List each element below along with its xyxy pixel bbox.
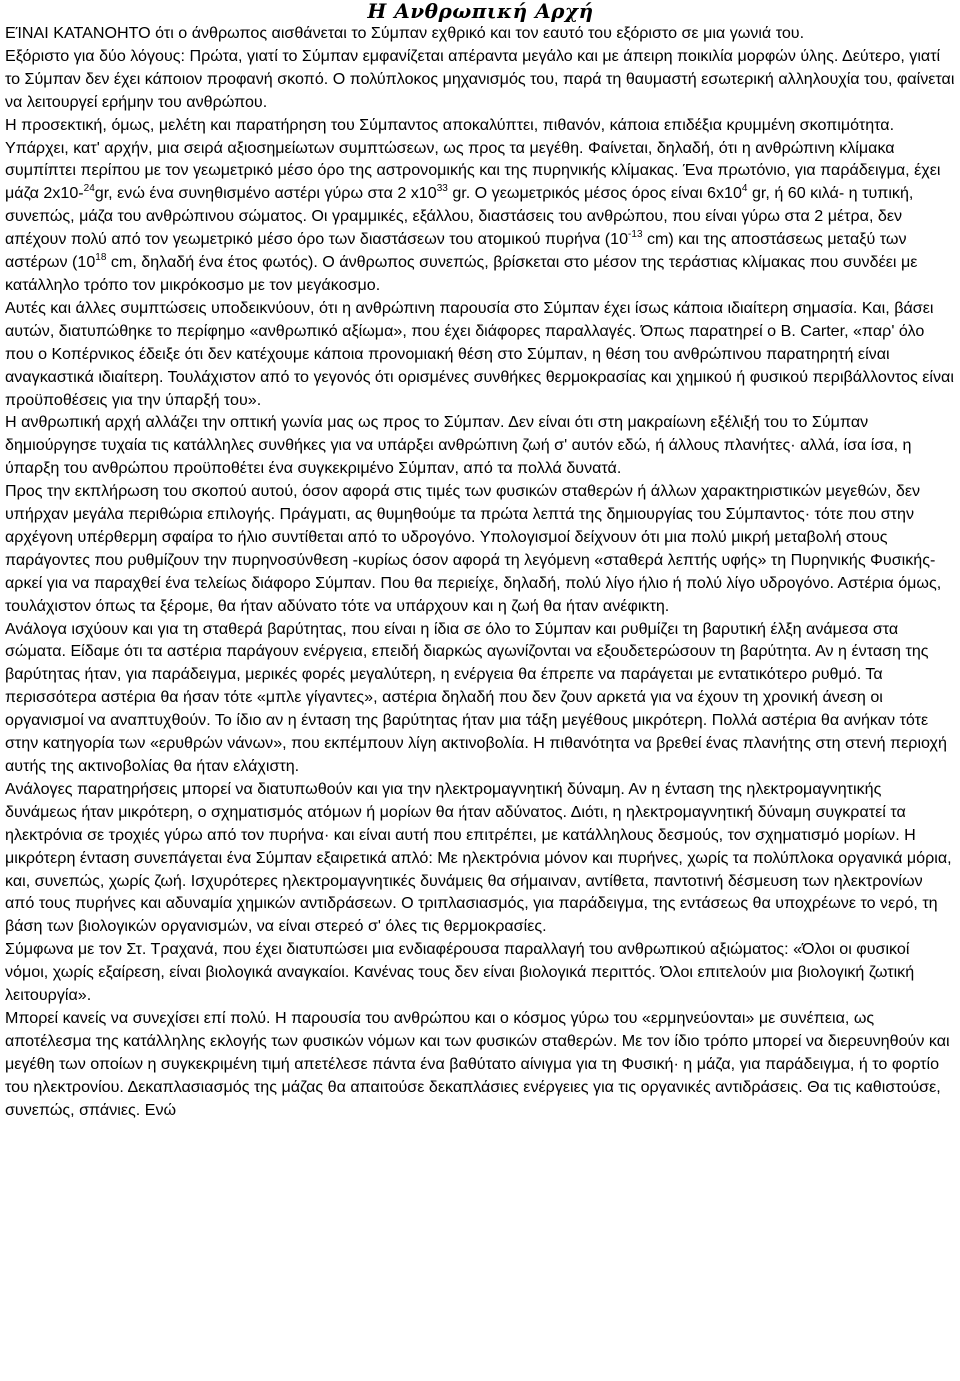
paragraph-text: Σύμφωνα με τον Στ. Τραχανά, που έχει διατυπώσει μια ενδιαφέρουσα παραλλαγή του ανθρωπικού αξιώματος: «Όλοι οι φυσικοί νόμοι, χωρίς εξαίρεση, είναι βιολογικά αναγκαίοι. Κανένας τους δεν είναι βιολογικά περιττός. Όλοι επιτελούν μια βιολογική ζωτική λειτουργία». xyxy=(5,940,915,1005)
paragraph xyxy=(5,480,956,617)
paragraph-text: Ανάλογα ισχύουν και για τη σταθερά βαρύτητας, που είναι η ίδια σε όλο το Σύμπαν και ρυθμίζει τη βαρυτική έλξη ανάμεσα στα σώματα. Είδαμε ότι τα αστέρια παράγουν ενέργεια, επειδή διαρκώς αγωνίζονται να εξουδετερώσουν τη βαρύτητα. Αν η ένταση της βαρύτητας ήταν, για παράδειγμα, μερικές φορές μεγαλύτερη, η ενέργεια θα έπρεπε να παράγεται με εντατικότερο ρυθμό. Τα περισσότερα αστέρια θα ήσαν τότε «μπλε γίγαντες», αστέρια δηλαδή που δεν ζουν αρκετά για να έχουν τη χρονική άνεση οι οργανισμοί να αναπτυχθούν. Το ίδιο αν η ένταση της βαρύτητας ήταν μια τάξη μεγέθους μικρότερη. Πολλά αστέρια θα ανήκαν τότε στην κατηγορία των «ερυθρών νάνων», που εκπέμπουν λίγη ακτινοβολία. Η πιθανότητα να βρεθεί ένας πλανήτης στη στενή περιοχή αυτής της ακτινοβολίας θα ήταν ελάχιστη. xyxy=(5,619,947,775)
paragraph xyxy=(5,938,956,1007)
document-body xyxy=(5,22,956,1122)
paragraph xyxy=(5,1007,956,1122)
paragraph-text: cm) και της αποστάσεως μεταξύ των αστέρων (10 xyxy=(5,230,907,272)
superscript-exponent: -13 xyxy=(628,228,643,240)
superscript-exponent: 18 xyxy=(95,251,107,263)
paragraph-text: Προς την εκπλήρωση του σκοπού αυτού, όσον αφορά στις τιμές των φυσικών σταθερών ή άλλων χαρακτηριστικών μεγεθών, δεν υπήρχαν μεγάλα περιθώρια επιλογής. Πράγματι, ας θυμηθούμε τα πρώτα λεπτά της δημιουργίας του Σύμπαντος· τότε που στην αρχέγονη υπέρθερμη σφαίρα το ήλιο συντίθεται από το υδρογόνο. Υπολογισμοί δείχνουν ότι μια πολύ μικρή μεταβολή στους παράγοντες που ρυθμίζουν την πυρηνοσύνθεση -κυρίως όσον αφορά τη λεγόμενη «σταθερά λεπτής υφής» τη Πυρηνικής Φυσικής- αρκεί για να παραχθεί ένα τελείως διάφορο Σύμπαν. Που θα περιείχε, δηλαδή, πολύ λίγο ήλιο ή πολύ λίγο υδρογόνο. Αστέρια όμως, τουλάχιστον όπως τα ξέρομε, θα ήταν αδύνατο τότε να υπάρχουν και η ζωή θα ήταν ανέφικτη. xyxy=(5,482,942,615)
paragraph-text: ΕΊΝΑΙ ΚΑΤΑΝΟΗΤΟ ότι ο άνθρωπος αισθάνεται το Σύμπαν εχθρικό και τον εαυτό του εξόριστο σε μια γωνιά του. xyxy=(5,24,805,42)
paragraph xyxy=(5,297,956,412)
paragraph-text: cm, δηλαδή ένα έτος φωτός). Ο άνθρωπος συνεπώς, βρίσκεται στο μέσον της τεράστιας κλίμακας που συνδέει με κατάλληλο τρόπο τον μικρόκοσμο με τον μεγάκοσμο. xyxy=(5,253,918,294)
paragraph xyxy=(5,778,956,938)
paragraph xyxy=(5,45,956,114)
superscript-exponent: 4 xyxy=(741,182,748,194)
superscript-exponent: 33 xyxy=(436,182,448,194)
paragraph xyxy=(5,411,956,480)
paragraph-text: Εξόριστο για δύο λόγους: Πρώτα, γιατί το Σύμπαν εμφανίζεται απέραντα μεγάλο και με άπειρη ποικιλία μορφών ύλης. Δεύτερο, γιατί το Σύμπαν δεν έχει κάποιον προφανή σκοπό. Ο πολύπλοκος μηχανισμός του, παρά τη θαυμαστή εσωτερική αλληλουχία του, φαίνεται να λειτουργεί ερήμην του ανθρώπου. xyxy=(5,46,955,111)
paragraph xyxy=(5,114,956,297)
document-title: Η Ανθρωπική Αρχή xyxy=(367,0,594,23)
paragraph-text: Η ανθρωπική αρχή αλλάζει την οπτική γωνία μας ως προς το Σύμπαν. Δεν είναι ότι στη μακραίωνη εξέλιξή του το Σύμπαν δημιούργησε τυχαία τις κατάλληλες συνθήκες για να υπάρξει ανθρώπινη ζωή σ' αυτόν εδώ, ή άλλους πλανήτες· αλλά, ίσα ίσα, η ύπαρξη του ανθρώπου προϋποθέτει ένα συγκεκριμένο Σύμπαν, από τα πολλά δυνατά. xyxy=(5,413,912,478)
superscript-exponent: 24 xyxy=(83,182,95,194)
paragraph xyxy=(5,618,956,778)
paragraph-text: gr. Ο γεωμετρικός μέσος όρος είναι 6x10 xyxy=(447,184,742,203)
paragraph-text: Μπορεί κανείς να συνεχίσει επί πολύ. Η παρουσία του ανθρώπου και ο κόσμος γύρω του «ερμηνεύονται» με συνέπεια, ως αποτέλεσμα της κατάλληλης εκλογής των φυσικών νόμων και των φυσικών σταθερών. Με τον ίδιο τρόπο μπορεί να διερευνηθούν και μεγέθη των οποίων η συγκεκριμένη τιμή απετέλεσε πάντα ένα βαθύτατο αίνιγμα για τη Φυσική· η μάζα, για παράδειγμα, ή το φορτίο του ηλεκτρονίου. Δεκαπλασιασμός της μάζας θα απαιτούσε δεκαπλάσιες ενέργειες για τις οργανικές αντιδράσεις. Θα τις καθιστούσε, συνεπώς, σπάνιες. Ενώ xyxy=(5,1008,950,1119)
paragraph-text: Αυτές και άλλες συμπτώσεις υποδεικνύουν, ότι η ανθρώπινη παρουσία στο Σύμπαν έχει ίσως κάποια ιδιαίτερη σημασία. Και, βάσει αυτών, διατυπώθηκε το περίφημο «ανθρωπικό αξίωμα», που έχει διάφορες παραλλαγές. Όπως παρατηρεί ο Β. Carter, «παρ' όλο που ο Κοπέρνικος έδειξε ότι δεν κατέχουμε κάποια προνομιακή θέση στο Σύμπαν, η θέση του ανθρώπινου παρατηρητή είναι αναγκαστικά ιδιαίτερη. Τουλάχιστον από το γεγονός ότι ορισμένες συνθήκες θερμοκρασίας και χημικού ή φυσικού περιβάλλοντος είναι προϋποθέσεις για την ύπαρξή του». xyxy=(5,298,954,409)
paragraph-text: Ανάλογες παρατηρήσεις μπορεί να διατυπωθούν και για την ηλεκτρομαγνητική δύναμη. Αν η ένταση της ηλεκτρομαγνητικής δυνάμεως ήταν μικρότερη, ο σχηματισμός ατόμων ή μορίων θα ήταν αδύνατος. Διότι, η ηλεκτρομαγνητική δύναμη συγκρατεί τα ηλεκτρόνια σε τροχιές γύρω από τον πυρήνα· και είναι αυτή που επιτρέπει, με κατάλληλους δεσμούς, τον σχηματισμό μορίων. Η μικρότερη ένταση συνεπάγεται ένα Σύμπαν εξαιρετικά απλό: Με ηλεκτρόνια μόνον και πυρήνες, χωρίς τα πολύπλοκα οργανικά μόρια, και, συνεπώς, χωρίς ζωή. Ισχυρότερες ηλεκτρομαγνητικές δυνάμεις θα σήμαιναν, αντίθετα, παντοτινή δέσμευση των ηλεκτρονίων από τους πυρήνες και αδυναμία χημικών αντιδράσεων. Ο τριπλασιασμός, για παράδειγμα, της εντάσεως θα υποχρέωνε το νερό, τη βάση των βιολογικών οργανισμών, να είναι στερεό σ' όλες τις θερμοκρασίες. xyxy=(5,779,952,936)
paragraph-text: gr, ενώ ένα συνηθισμένο αστέρι γύρω στα 2 x10 xyxy=(94,184,437,203)
paragraph-text: Η προσεκτική, όμως, μελέτη και παρατήρηση του Σύμπαντος αποκαλύπτει, πιθανόν, κάποια επιδέξια κρυμμένη σκοπιμότητα. Υπάρχει, κατ' αρχήν, μια σειρά αξιοσημείωτων συμπτώσεων, ως προς τα μεγέθη. Φαίνεται, δηλαδή, ότι η ανθρώπινη κλίμακα συμπίπτει περίπου με τον γεωμετρικό μέσο όρο της αστρονομικής και της πυρηνικής κλίμακας. Ένα πρωτόνιο, για παράδειγμα, έχει μάζα 2x10- xyxy=(5,115,941,203)
paragraph-text: gr, ή 60 κιλά- η τυπική, συνεπώς, μάζα του ανθρώπινου σώματος. Οι γραμμικές, εξάλλου, διαστάσεις του ανθρώπου, που είναι γύρω στα 2 μέτρα, δεν απέχουν πολύ από τον γεωμετρικό μέσο όρο των διαστάσεων του ατομικού πυρήνα (10 xyxy=(5,184,914,249)
paragraph xyxy=(5,22,956,45)
